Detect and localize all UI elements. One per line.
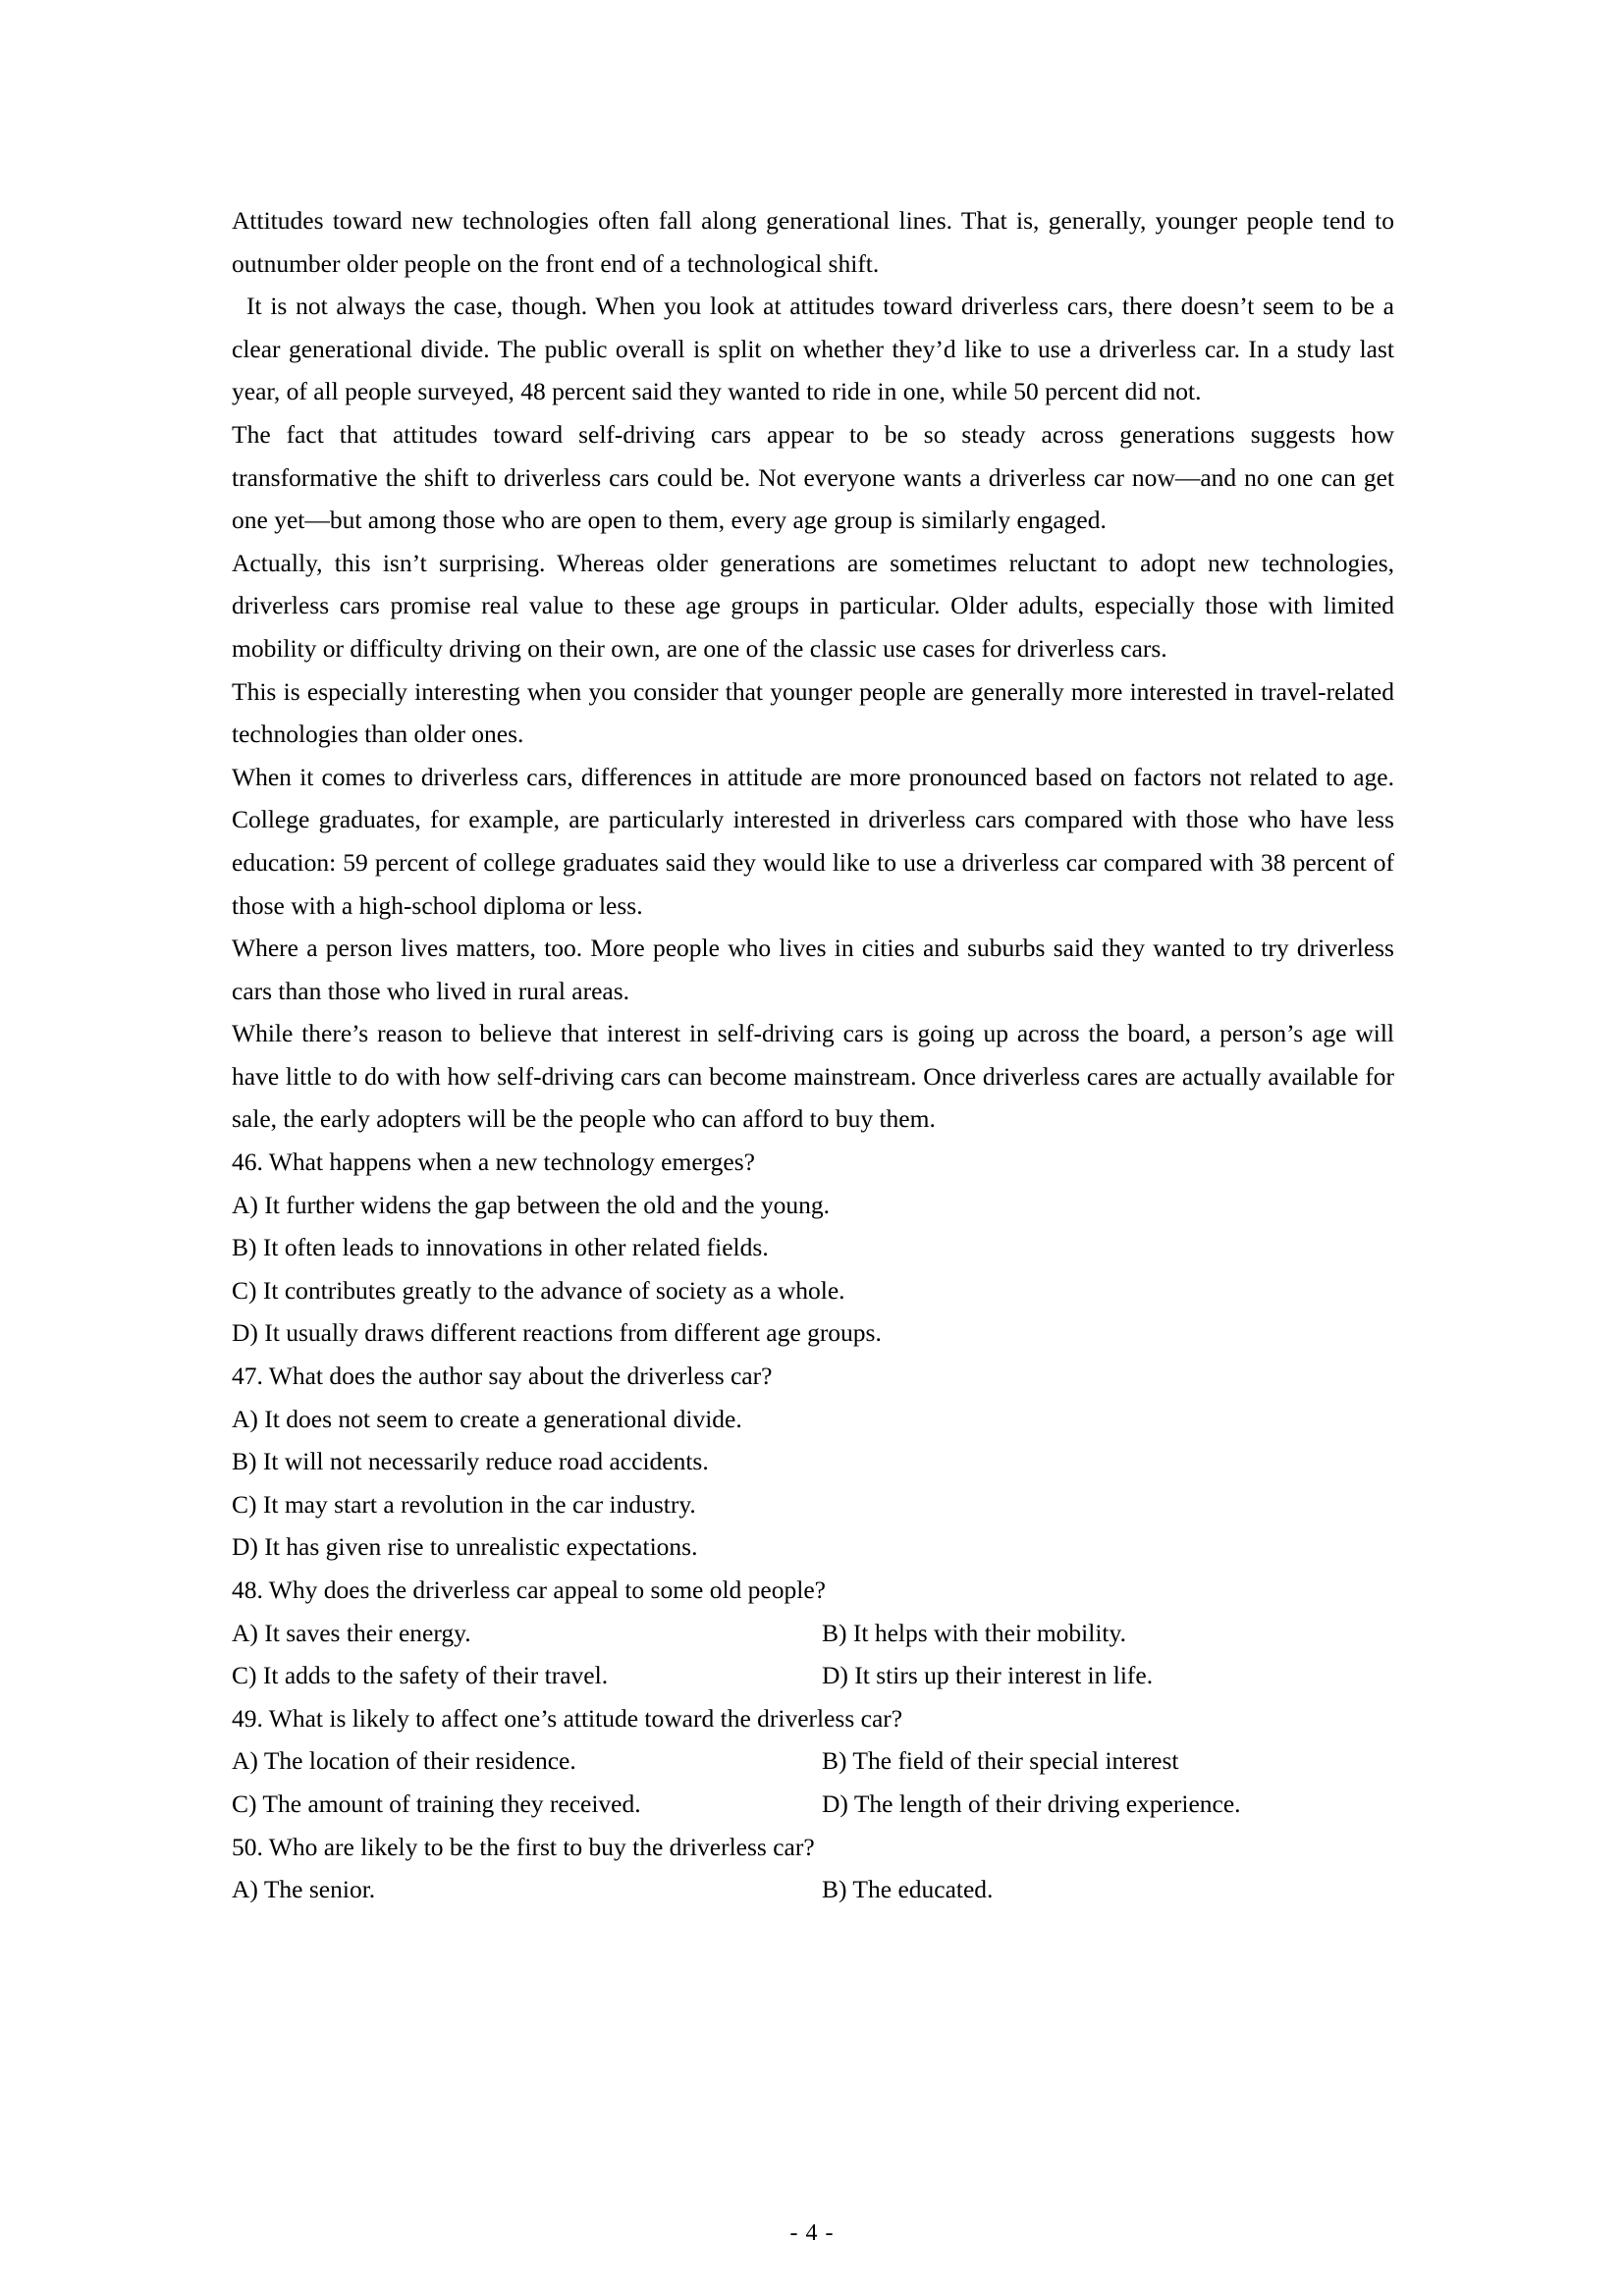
question-49-options-row-1 bbox=[232, 1739, 1394, 1783]
option-label: D) bbox=[232, 1532, 258, 1562]
question-49 bbox=[232, 1697, 1394, 1740]
question-49-option-c bbox=[232, 1783, 822, 1826]
question-46-option-d bbox=[232, 1311, 1394, 1355]
option-label: A) bbox=[232, 1875, 258, 1904]
passage-paragraph-3: The fact that attitudes toward self-driving cars appear to be so steady across generations suggests how transformative the shift to driverless cars could be. Not everyone wants a driverless car now—and no one can get one yet—but among those who are open to them, every age group is similarly engaged. bbox=[232, 419, 1394, 535]
option-text: It further widens the gap between the old and the young. bbox=[264, 1190, 831, 1219]
option-text: It helps with their mobility. bbox=[852, 1618, 1126, 1647]
question-50-option-b bbox=[822, 1868, 1394, 1911]
question-46-option-a bbox=[232, 1184, 1394, 1227]
passage-paragraph-7: Where a person lives matters, too. More people who lives in cities and suburbs said they wanted to try driverless cars than those who lived in rural areas. bbox=[232, 934, 1394, 1005]
option-label: A) bbox=[232, 1190, 258, 1219]
option-label: C) bbox=[232, 1489, 257, 1519]
option-text: It often leads to innovations in other related fields. bbox=[262, 1233, 769, 1262]
passage-paragraph-5: This is especially interesting when you consider that younger people are generally more interested in travel-related technologies than older ones. bbox=[232, 676, 1394, 749]
passage-paragraph-8: While there’s reason to believe that interest in self-driving cars is going up across the board, a person’s age will have little to do with how self-driving cars can become mainstream. Once driverless cares are actually available for sale, the early adopters will be the people who can afford to buy them. bbox=[232, 1019, 1394, 1134]
option-label: A) bbox=[232, 1618, 258, 1647]
question-47-option-b bbox=[232, 1440, 1394, 1483]
question-50-option-a bbox=[232, 1868, 822, 1911]
option-label: C) bbox=[232, 1275, 257, 1305]
question-49-option-d bbox=[822, 1783, 1394, 1826]
question-47-option-a bbox=[232, 1398, 1394, 1441]
option-text: The amount of training they received. bbox=[262, 1789, 641, 1818]
question-46-option-c bbox=[232, 1269, 1394, 1312]
question-50-text: Who are likely to be the first to buy the driverless car? bbox=[268, 1832, 815, 1861]
question-46-text: What happens when a new technology emerges? bbox=[268, 1148, 755, 1177]
option-label: B) bbox=[232, 1233, 257, 1262]
page-number: - 4 - bbox=[789, 2220, 835, 2246]
question-47-number: 47. bbox=[232, 1362, 263, 1391]
question-48-option-a bbox=[232, 1612, 822, 1655]
option-text: The field of their special interest bbox=[852, 1746, 1179, 1776]
question-47-option-d bbox=[232, 1525, 1394, 1569]
option-text: It has given rise to unrealistic expectations. bbox=[264, 1532, 698, 1562]
option-label: D) bbox=[822, 1789, 848, 1818]
passage-paragraph-6: When it comes to driverless cars, differences in attitude are more pronounced based on factors not related to age. College graduates, for example, are particularly interested in driverless cars compared with those who have less education: 59 percent of college graduates said they would like to use a driverless car compared with 38 percent of those with a high-school diploma or less. bbox=[232, 762, 1394, 920]
option-text: It may start a revolution in the car industry. bbox=[262, 1489, 696, 1519]
option-label: A) bbox=[232, 1746, 258, 1776]
question-47-text: What does the author say about the driverless car? bbox=[268, 1362, 773, 1391]
option-text: It adds to the safety of their travel. bbox=[262, 1661, 609, 1690]
option-label: B) bbox=[232, 1447, 257, 1476]
option-text: It does not seem to create a generational divide. bbox=[264, 1404, 742, 1433]
question-49-text: What is likely to affect one’s attitude toward the driverless car? bbox=[268, 1703, 903, 1733]
question-47 bbox=[232, 1355, 1394, 1398]
option-text: It stirs up their interest in life. bbox=[854, 1661, 1154, 1690]
option-label: C) bbox=[232, 1789, 257, 1818]
option-text: It will not necessarily reduce road accidents. bbox=[262, 1447, 709, 1476]
question-49-number: 49. bbox=[232, 1703, 263, 1733]
question-48-option-c bbox=[232, 1654, 822, 1697]
question-48-option-b bbox=[822, 1612, 1394, 1655]
option-text: The educated. bbox=[852, 1875, 994, 1904]
passage-paragraph-1: Attitudes toward new technologies often fall along generational lines. That is, generally, younger people tend to outnumber older people on the front end of a technological shift. bbox=[232, 206, 1394, 278]
question-46-option-b bbox=[232, 1226, 1394, 1269]
option-text: It contributes greatly to the advance of society as a whole. bbox=[262, 1275, 845, 1305]
option-label: A) bbox=[232, 1404, 258, 1433]
question-50 bbox=[232, 1826, 1394, 1869]
question-46 bbox=[232, 1141, 1394, 1184]
option-label: B) bbox=[822, 1875, 847, 1904]
option-label: D) bbox=[232, 1318, 258, 1348]
option-label: B) bbox=[822, 1746, 847, 1776]
question-50-options-row-1 bbox=[232, 1868, 1394, 1911]
option-label: B) bbox=[822, 1618, 847, 1647]
option-text: It saves their energy. bbox=[264, 1618, 471, 1647]
option-label: D) bbox=[822, 1661, 848, 1690]
option-text: The senior. bbox=[263, 1875, 376, 1904]
question-48-number: 48. bbox=[232, 1575, 263, 1604]
reading-passage-and-questions bbox=[232, 199, 1394, 1911]
question-48-options-row-1 bbox=[232, 1612, 1394, 1655]
option-text: The location of their residence. bbox=[263, 1746, 576, 1776]
question-46-number: 46. bbox=[232, 1148, 263, 1177]
question-47-option-c bbox=[232, 1483, 1394, 1526]
option-text: It usually draws different reactions from different age groups. bbox=[264, 1318, 882, 1348]
question-49-options-row-2 bbox=[232, 1783, 1394, 1826]
question-49-option-b bbox=[822, 1739, 1394, 1783]
option-text: The length of their driving experience. bbox=[853, 1789, 1241, 1818]
question-49-option-a bbox=[232, 1739, 822, 1783]
passage-paragraph-4: Actually, this isn’t surprising. Whereas older generations are sometimes reluctant to adopt new technologies, driverless cars promise real value to these age groups in particular. Older adults, especially those with limited mobility or difficulty driving on their own, are one of the classic use cases for driverless cars. bbox=[232, 548, 1394, 663]
question-50-number: 50. bbox=[232, 1832, 263, 1861]
option-label: C) bbox=[232, 1661, 257, 1690]
question-48-options-row-2 bbox=[232, 1654, 1394, 1697]
question-48-option-d bbox=[822, 1654, 1394, 1697]
passage-paragraph-2: It is not always the case, though. When you look at attitudes toward driverless cars, there doesn’t seem to be a clear generational divide. The public overall is split on whether they’d like to use a driverless car. In a study last year, of all people surveyed, 48 percent said they wanted to ride in one, while 50 percent did not. bbox=[232, 292, 1394, 406]
question-48 bbox=[232, 1569, 1394, 1612]
question-48-text: Why does the driverless car appeal to some old people? bbox=[268, 1575, 826, 1604]
